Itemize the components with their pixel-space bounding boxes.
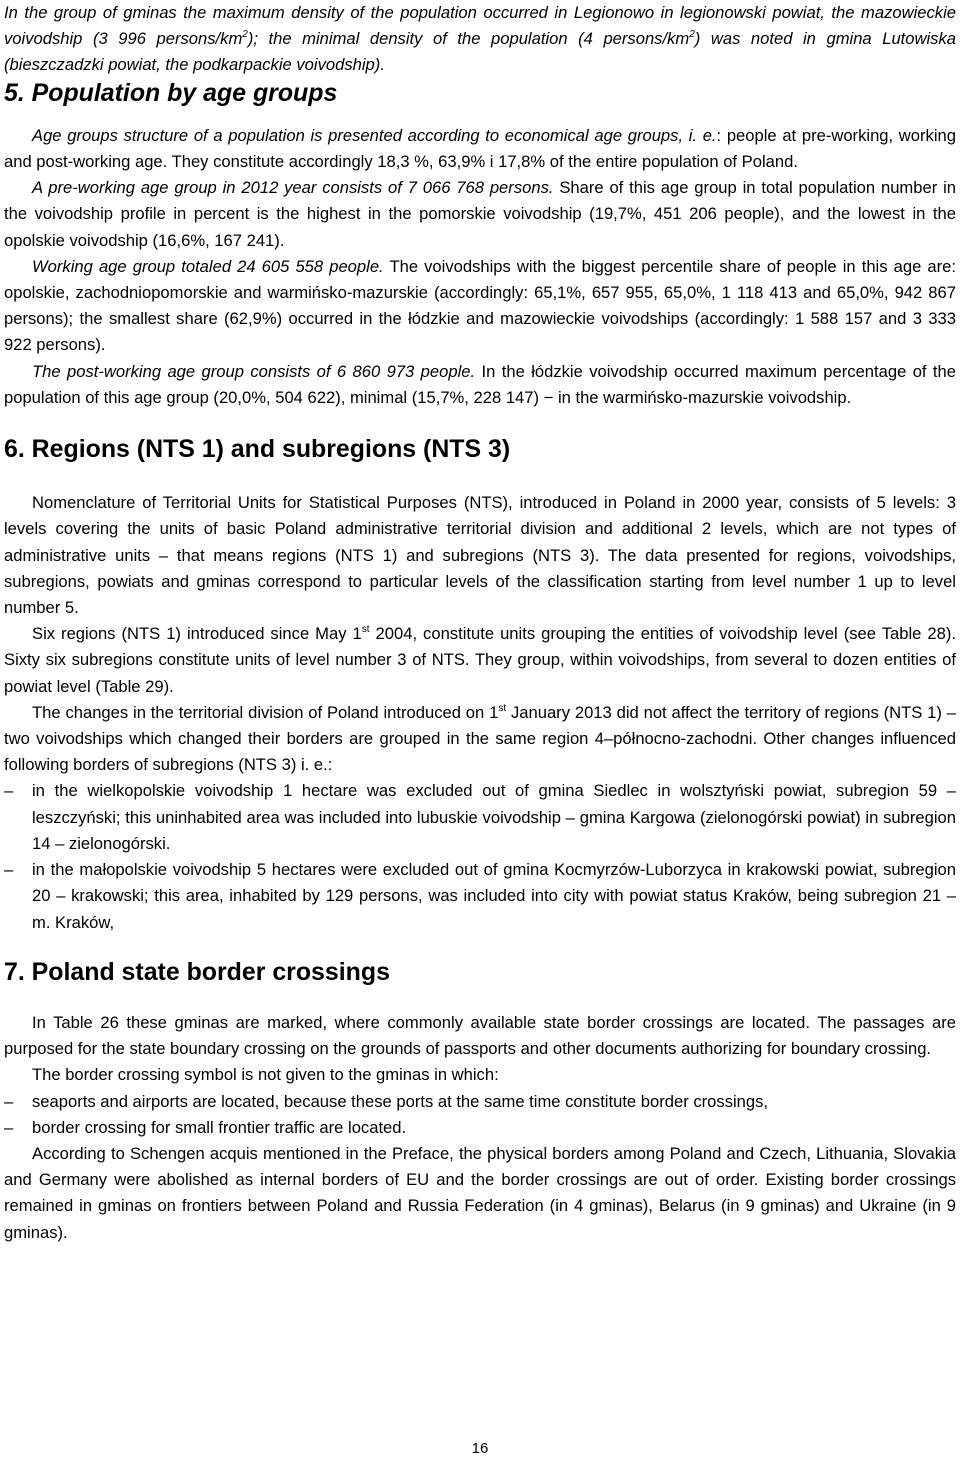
superscript-st-a: st [361, 624, 370, 636]
age-groups-italic: Age groups structure of a population is presented according to economical age groups, i. e. [32, 125, 717, 145]
list-item [4, 1115, 956, 1141]
border-crossings-paragraph: In Table 26 these gminas are marked, where commonly available state border crossings are located. The passages are purposed for the state boundary crossing on the grounds of passports and other documents authorizing for boundary crossing. [4, 1012, 956, 1059]
pre-working-paragraph [4, 175, 956, 254]
working-age-italic: Working age group totaled 24 605 558 people. [32, 256, 384, 276]
regions-text-a: Six regions (NTS 1) introduced since May 1 [32, 624, 362, 644]
working-age-text: The voivodships with the biggest percentile share of people in this age are: opolskie, zachodniopomorskie and warmińsko-mazurskie (accordingly: 65,1%, 657 955, 65,0%, 1 118 413 and 65,0%, 942 867 persons); the smallest share (62,9%) occurred in the łódzkie and mazowieckie voivodships (accordingly: 1 588 157 and 3 333 922 persons). [4, 256, 956, 355]
dash-bullet-icon: – [4, 1117, 14, 1137]
list-item [4, 778, 956, 857]
nts-paragraph: Nomenclature of Territorial Units for Statistical Purposes (NTS), introduced in Poland in 2000 year, consists of 5 levels: 3 levels covering the units of basic Poland administrative territorial division and additional 2 levels, which are not types of administrative units – that means regions (NTS 1) and subregions (NTS 3). The data presented for regions, voivodships, subregions, powiats and gminas correspond to particular levels of the classification starting from level number 1 up to level number 5. [4, 493, 956, 618]
age-groups-text: : people at pre-working, working and post-working age. They constitute accordingly 18,3 %, 63,9% i 17,8% of the entire population of Poland. [4, 125, 956, 172]
list-item-text: in the małopolskie voivodship 5 hectares were excluded out of gmina Kocmyrzów-Luborzyca in krakowski powiat, subregion 20 – krakowski; this area, inhabited by 129 persons, was included into city with powiat status Kraków, being subregion 21 – m. Kraków, [32, 860, 956, 932]
superscript-km2-b: 2 [689, 29, 695, 41]
list-item [4, 857, 956, 936]
density-paragraph [4, 0, 956, 79]
dash-bullet-icon: – [4, 781, 14, 801]
section-7-heading: 7. Poland state border crossings [4, 957, 390, 986]
list-item-text: border crossing for small frontier traffic are located. [32, 1117, 407, 1137]
changes-text-b: January 2013 did not affect the territory of regions (NTS 1) – two voivodships which changed their borders are grouped in the same region 4–północno-zachodni. Other changes influenced following borders of subregions (NTS 3) i. e.: [4, 702, 956, 775]
excluded-gminas-list [4, 1089, 956, 1141]
age-groups-paragraph [4, 123, 956, 175]
density-text-a: In the group of gminas the maximum density of the population occurred in Legionowo in legionowski powiat, the mazowieckie voivodship (3 996 persons/km [4, 3, 956, 49]
changes-text-a: The changes in the territorial division of Poland introduced on 1 [32, 702, 499, 722]
working-age-paragraph [4, 254, 956, 359]
density-text-c: ) was noted in gmina Lutowiska (bieszczadzki powiat, the podkarpackie voivodship). [4, 29, 956, 75]
post-working-paragraph [4, 359, 956, 411]
superscript-km2-a: 2 [242, 29, 248, 41]
subregion-changes-list [4, 778, 956, 935]
symbol-paragraph: The border crossing symbol is not given to the gminas in which: [32, 1065, 499, 1085]
pre-working-text: Share of this age group in total population number in the voivodship profile in percent is the highest in the pomorskie voivodship (19,7%, 451 206 people), and the lowest in the opolskie voivodship (16,6%, 167 241). [4, 178, 956, 250]
post-working-italic: The post-working age group consists of 6 860 973 people. [32, 361, 476, 381]
superscript-st-b: st [498, 702, 507, 714]
pre-working-italic: A pre-working age group in 2012 year consists of 7 066 768 persons. [32, 178, 554, 198]
regions-text-b: 2004, constitute units grouping the entities of voivodship level (see Table 28). Sixty six subregions constitute units of level number 3 of NTS. They group, within voivodships, from several to dozen entities of powiat level (Table 29). [4, 624, 956, 696]
document-page [4, 0, 956, 1246]
dash-bullet-icon: – [4, 1091, 14, 1111]
list-item [4, 1089, 956, 1115]
dash-bullet-icon: – [4, 860, 14, 880]
density-text-b: ); the minimal density of the population (4 persons/km [247, 29, 690, 49]
section-6-heading: 6. Regions (NTS 1) and subregions (NTS 3) [4, 435, 511, 464]
page-number: 16 [471, 1440, 489, 1457]
post-working-text: In the łódzkie voivodship occurred maximum percentage of the population of this age group (20,0%, 504 622), minimal (15,7%, 228 147) − in the warmińsko-mazurskie voivodship. [4, 361, 957, 407]
changes-paragraph [4, 700, 956, 779]
regions-paragraph [4, 621, 956, 700]
list-item-text: seaports and airports are located, because these ports at the same time constitute border crossings, [32, 1091, 769, 1111]
section-5-heading: 5. Population by age groups [4, 78, 338, 107]
schengen-paragraph: According to Schengen acquis mentioned in the Preface, the physical borders among Poland and Czech, Lithuania, Slovakia and Germany were abolished as internal borders of EU and the border crossings are out of order. Existing border crossings remained in gminas on frontiers between Poland and Russia Federation (in 4 gminas), Belarus (in 9 gminas) and Ukraine (in 9 gminas). [4, 1143, 956, 1242]
list-item-text: in the wielkopolskie voivodship 1 hectare was excluded out of gmina Siedlec in wolsztyński powiat, subregion 59 – leszczyński; this uninhabited area was included into lubuskie voivodship – gmina Kargowa (zielonogórski powiat) in subregion 14 – zielonogórski. [32, 781, 956, 853]
